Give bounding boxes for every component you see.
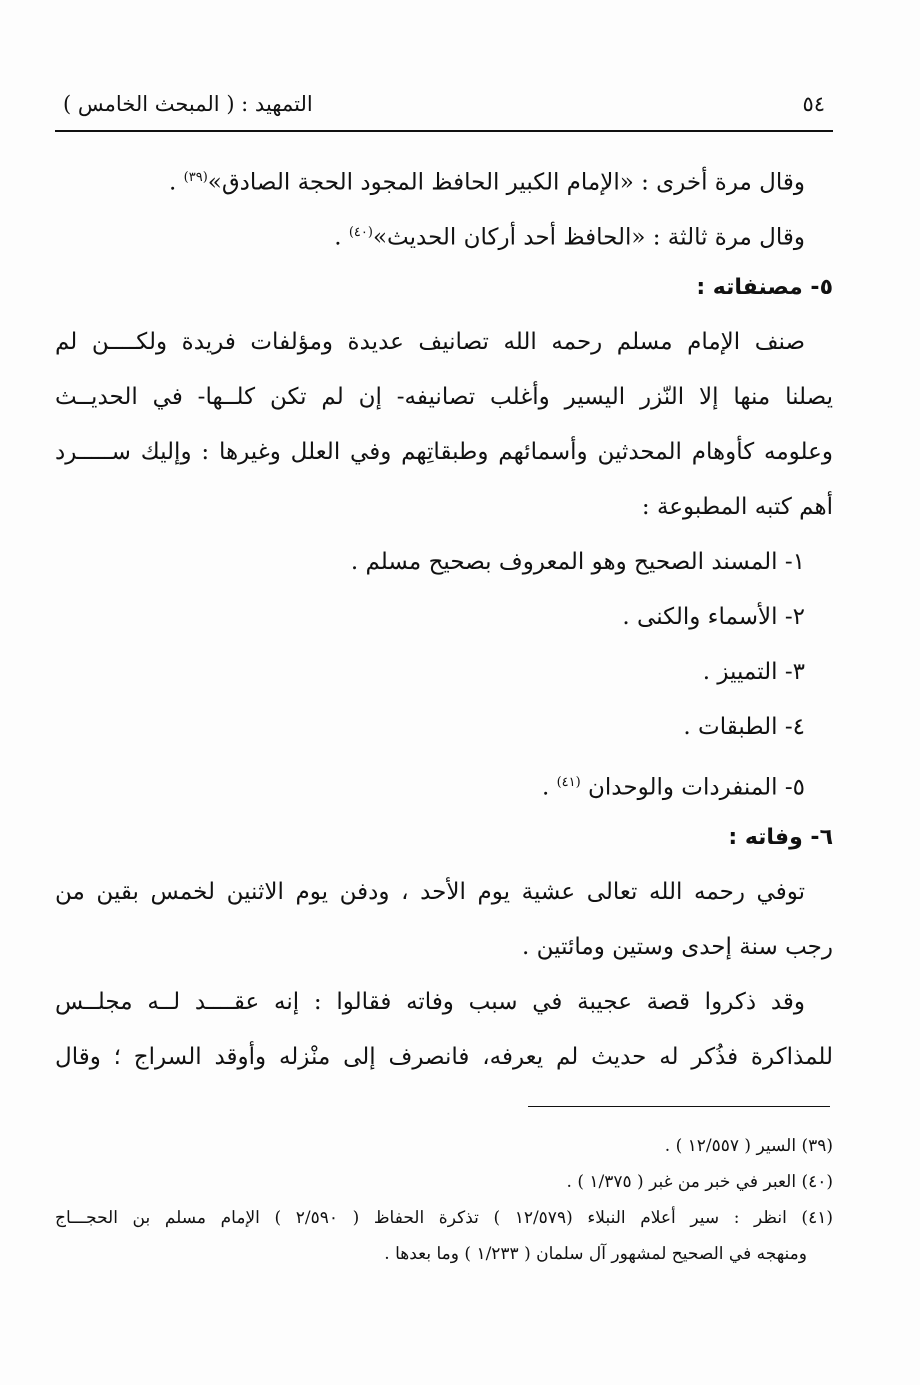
section-heading: ٦- وفاته : bbox=[728, 825, 833, 850]
quote-line: وقال مرة ثالثة : «الحافظ أحد أركان الحديث»$^{(٤٠)}$ . bbox=[334, 224, 805, 251]
footnote-rule bbox=[528, 1106, 830, 1107]
paragraph-line: للمذاكرة فذُكر له حديث لم يعرفه، فانصرف إلى منْزله وأوقد السراج ؛ وقال bbox=[55, 1044, 833, 1070]
main-text bbox=[55, 150, 833, 1085]
paragraph-line: وعلومه كأوهام المحدثين وأسمائهم وطبقاتِهم وفي العلل وغيرها : وإليك ســـــرد bbox=[55, 439, 833, 465]
paragraph-line: رجب سنة إحدى وستين ومائتين . bbox=[522, 934, 833, 960]
footnote: (٣٩) السير ( ١٢/٥٥٧ ) . bbox=[664, 1136, 833, 1156]
footnote-ref: (٣٩) bbox=[183, 170, 208, 185]
footnote: ومنهجه في الصحيح لمشهور آل سلمان ( ١/٢٣٣ ) وما بعدها . bbox=[384, 1244, 807, 1264]
paragraph-line: صنف الإمام مسلم رحمه الله تصانيف عديدة ومؤلفات فريدة ولكــــن لم bbox=[55, 329, 805, 355]
header-rule bbox=[55, 130, 833, 132]
paragraph-line: أهم كتبه المطبوعة : bbox=[641, 494, 833, 520]
footnote-ref: (٤١) bbox=[556, 775, 581, 790]
running-title: التمهيد : ( المبحث الخامس ) bbox=[63, 92, 313, 116]
list-item: ٣- التمييز . bbox=[702, 659, 805, 685]
page-header bbox=[55, 92, 833, 126]
footnote-ref: (٤٠) bbox=[348, 225, 373, 240]
paragraph-line: وقد ذكروا قصة عجيبة في سبب وفاته فقالوا : إنه عقــــد لــه مجلــس bbox=[55, 989, 805, 1015]
page-number: ٥٤ bbox=[802, 92, 825, 116]
list-item: ١- المسند الصحيح وهو المعروف بصحيح مسلم . bbox=[350, 549, 805, 575]
section-heading: ٥- مصنفاته : bbox=[696, 275, 833, 300]
paragraph-line: توفي رحمه الله تعالى عشية يوم الأحد ، ودفن يوم الاثنين لخمس بقين من bbox=[55, 879, 805, 905]
footnotes bbox=[55, 1128, 833, 1272]
list-item: ٢- الأسماء والكنى . bbox=[622, 604, 805, 630]
list-item: ٥- المنفردات والوحدان $^{(٤١)}$ . bbox=[541, 774, 805, 801]
paragraph-line: يصلنا منها إلا النّزر اليسير وأغلب تصانيفه- إن لم تكن كلــها- في الحديــث bbox=[55, 384, 833, 410]
footnote: (٤١) انظر : سير أعلام النبلاء (١٢/٥٧٩ ) تذكرة الحفاظ ( ٢/٥٩٠ ) الإمام مسلم بن الحجـــاج bbox=[55, 1208, 833, 1228]
list-item: ٤- الطبقات . bbox=[683, 714, 805, 740]
footnote: (٤٠) العبر في خبر من غبر ( ١/٣٧٥ ) . bbox=[566, 1172, 833, 1192]
quote-line: وقال مرة أخرى : «الإمام الكبير الحافظ المجود الحجة الصادق»$^{(٣٩)}$ . bbox=[169, 169, 805, 196]
